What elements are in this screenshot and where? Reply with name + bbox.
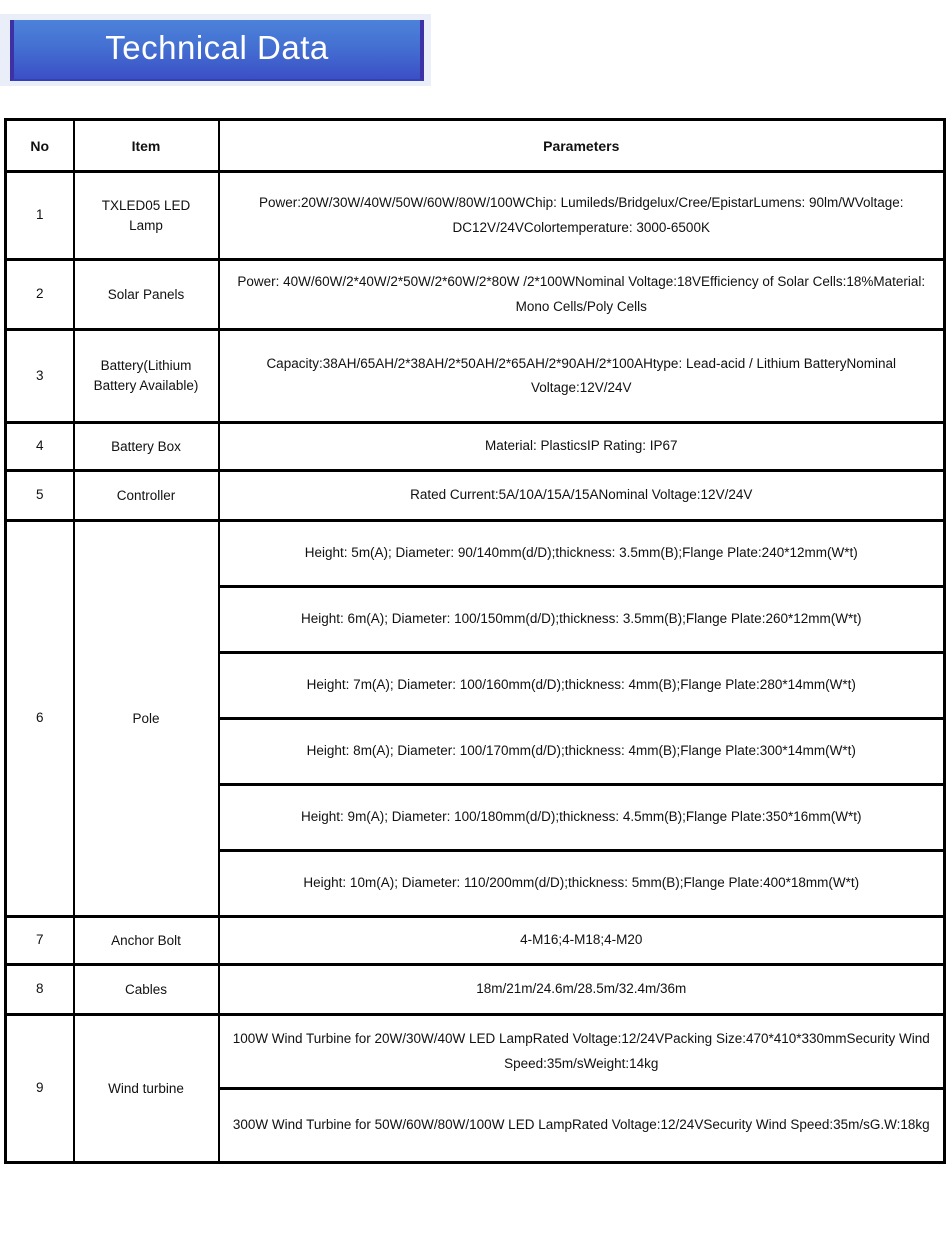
table-row (6, 471, 945, 521)
row-number-cell: 5 (6, 471, 74, 521)
item-cell: Controller (74, 471, 219, 521)
row-number-cell: 7 (6, 917, 74, 965)
parameter-cell: Power: 40W/60W/2*40W/2*50W/2*60W/2*80W /2*100WNominal Voltage:18VEfficiency of Solar Cells:18%Material: Mono Cells/Poly Cells (219, 260, 945, 330)
row-number-cell: 9 (6, 1015, 74, 1163)
parameter-cell: Rated Current:5A/10A/15A/15ANominal Voltage:12V/24V (219, 471, 945, 521)
parameter-cell: 300W Wind Turbine for 50W/60W/80W/100W LED LampRated Voltage:12/24VSecurity Wind Speed:35m/sG.W:18kg (219, 1089, 945, 1163)
table-row (6, 423, 945, 471)
parameter-cell: Height: 5m(A); Diameter: 90/140mm(d/D);thickness: 3.5mm(B);Flange Plate:240*12mm(W*t) (219, 521, 945, 587)
item-cell: Anchor Bolt (74, 917, 219, 965)
item-cell: TXLED05 LED Lamp (74, 172, 219, 260)
item-cell: Wind turbine (74, 1015, 219, 1163)
parameter-cell: Height: 6m(A); Diameter: 100/150mm(d/D);thickness: 3.5mm(B);Flange Plate:260*12mm(W*t) (219, 587, 945, 653)
parameter-cell: Material: PlasticsIP Rating: IP67 (219, 423, 945, 471)
table-row (6, 1015, 945, 1089)
column-header-no: No (6, 120, 74, 172)
item-cell: Pole (74, 521, 219, 917)
row-number-cell: 4 (6, 423, 74, 471)
parameter-cell: Height: 7m(A); Diameter: 100/160mm(d/D);thickness: 4mm(B);Flange Plate:280*14mm(W*t) (219, 653, 945, 719)
table-row (6, 965, 945, 1015)
table-row (6, 917, 945, 965)
technical-data-table (4, 118, 946, 1164)
row-number-cell: 3 (6, 330, 74, 423)
parameter-cell: 18m/21m/24.6m/28.5m/32.4m/36m (219, 965, 945, 1015)
item-cell: Battery Box (74, 423, 219, 471)
row-number-cell: 1 (6, 172, 74, 260)
row-number-cell: 8 (6, 965, 74, 1015)
item-cell: Cables (74, 965, 219, 1015)
table-header-row (6, 120, 945, 172)
column-header-item: Item (74, 120, 219, 172)
table-row (6, 260, 945, 330)
table-row (6, 330, 945, 423)
parameter-cell: Power:20W/30W/40W/50W/60W/80W/100WChip: Lumileds/Bridgelux/Cree/EpistarLumens: 90lm/WVoltage: DC12V/24VColortemperature: 3000-6500K (219, 172, 945, 260)
item-cell: Battery(Lithium Battery Available) (74, 330, 219, 423)
page-title: Technical Data (105, 29, 329, 66)
table-row (6, 172, 945, 260)
parameter-cell: 4-M16;4-M18;4-M20 (219, 917, 945, 965)
row-number-cell: 6 (6, 521, 74, 917)
row-number-cell: 2 (6, 260, 74, 330)
parameter-cell: 100W Wind Turbine for 20W/30W/40W LED LampRated Voltage:12/24VPacking Size:470*410*330mmSecurity Wind Speed:35m/sWeight:14kg (219, 1015, 945, 1089)
parameter-cell: Height: 10m(A); Diameter: 110/200mm(d/D);thickness: 5mm(B);Flange Plate:400*18mm(W*t) (219, 851, 945, 917)
banner (10, 20, 424, 81)
item-cell: Solar Panels (74, 260, 219, 330)
parameter-cell: Capacity:38AH/65AH/2*38AH/2*50AH/2*65AH/2*90AH/2*100AHtype: Lead-acid / Lithium BatteryNominal Voltage:12V/24V (219, 330, 945, 423)
parameter-cell: Height: 9m(A); Diameter: 100/180mm(d/D);thickness: 4.5mm(B);Flange Plate:350*16mm(W*t) (219, 785, 945, 851)
banner-container (0, 14, 431, 86)
table-row (6, 521, 945, 587)
parameter-cell: Height: 8m(A); Diameter: 100/170mm(d/D);thickness: 4mm(B);Flange Plate:300*14mm(W*t) (219, 719, 945, 785)
column-header-parameters: Parameters (219, 120, 945, 172)
